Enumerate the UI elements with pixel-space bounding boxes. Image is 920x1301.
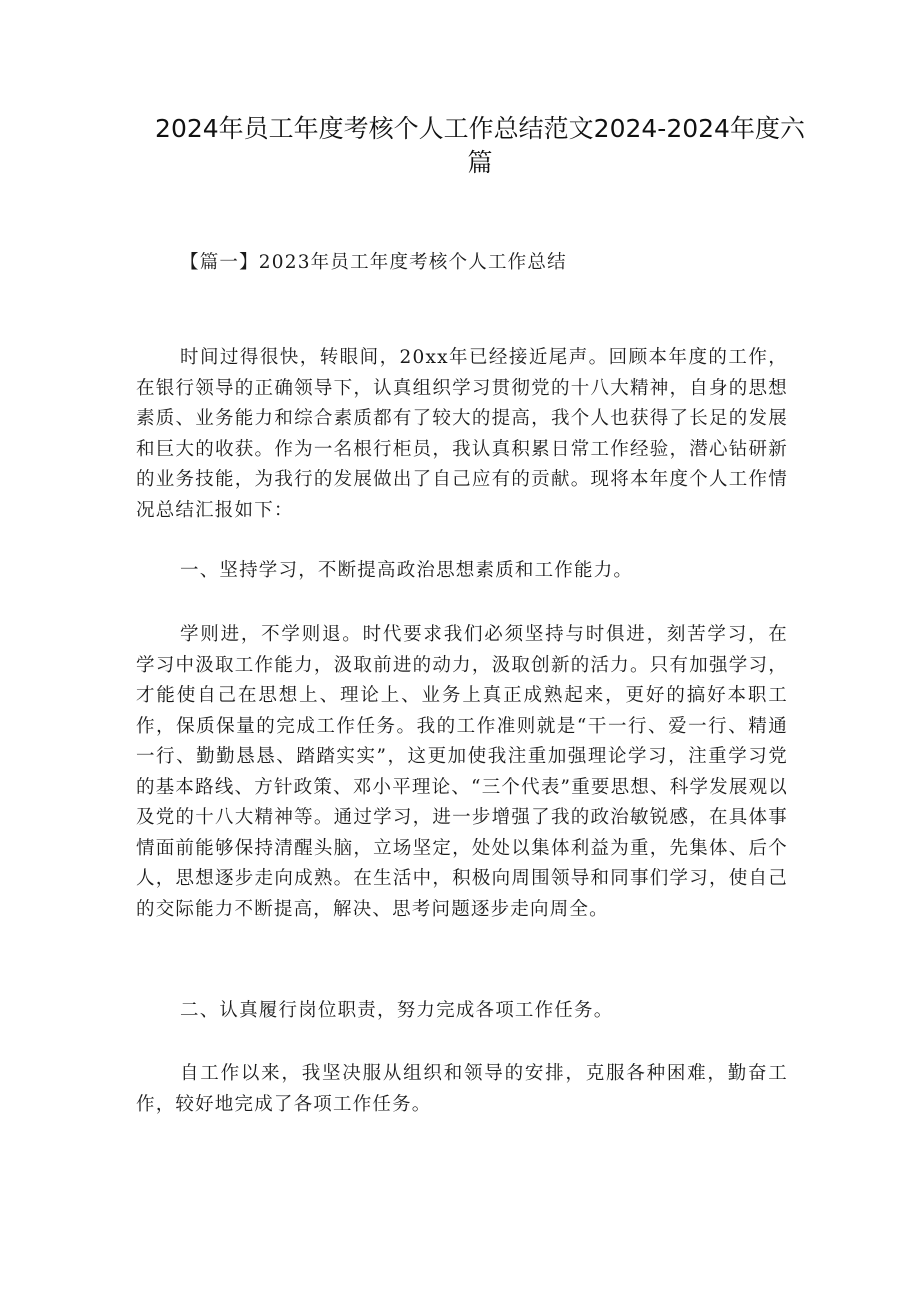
paragraph-study: 学则进，不学则退。时代要求我们必须坚持与时俱进，刻苦学习，在学习中汲取工作能力，汲取前进的动力，汲取创新的活力。只有加强学习，才能使自己在思想上、理论上、业务上真正成熟起来，更好的搞好本职工作，保质保量的完成工作任务。我的工作准则就是“干一行、爱一行、精通一行、勤勤恳恳、踏踏实实”，这更加使我注重加强理论学习，注重学习党的基本路线、方针政策、邓小平理论、“三个代表”重要思想、科学发展观以及党的十八大精神等。通过学习，进一步增强了我的政治敏锐感，在具体事情面前能够保持清醒头脑，立场坚定，处处以集体利益为重，先集体、后个人，思想逐步走向成熟。在生活中，积极向周围领导和同事们学习，使自己的交际能力不断提高，解决、思考问题逐步走向周全。 [136, 624, 788, 920]
paragraph-duties: 自工作以来，我坚决服从组织和领导的安排，克服各种困难，勤奋工作，较好地完成了各项工作任务。 [136, 1063, 788, 1115]
paragraph-intro: 时间过得很快，转眼间，20xx年已经接近尾声。回顾本年度的工作，在银行领导的正确领导下，认真组织学习贯彻党的十八大精神，自身的思想素质、业务能力和综合素质都有了较大的提高，我个人也获得了长足的发展和巨大的收获。作为一名根行柜员，我认真积累日常工作经验，潜心钻研新的业务技能，为我行的发展做出了自己应有的贡献。现将本年度个人工作情况总结汇报如下： [136, 347, 788, 521]
document-title: 2024年员工年度考核个人工作总结范文2024-2024年度六篇 [155, 114, 805, 177]
subheading-study: 一、坚持学习，不断提高政治思想素质和工作能力。 [180, 560, 634, 581]
subheading-duties: 二、认真履行岗位职责，努力完成各项工作任务。 [180, 1000, 614, 1021]
section-heading: 【篇一】2023年员工年度考核个人工作总结 [180, 252, 567, 273]
